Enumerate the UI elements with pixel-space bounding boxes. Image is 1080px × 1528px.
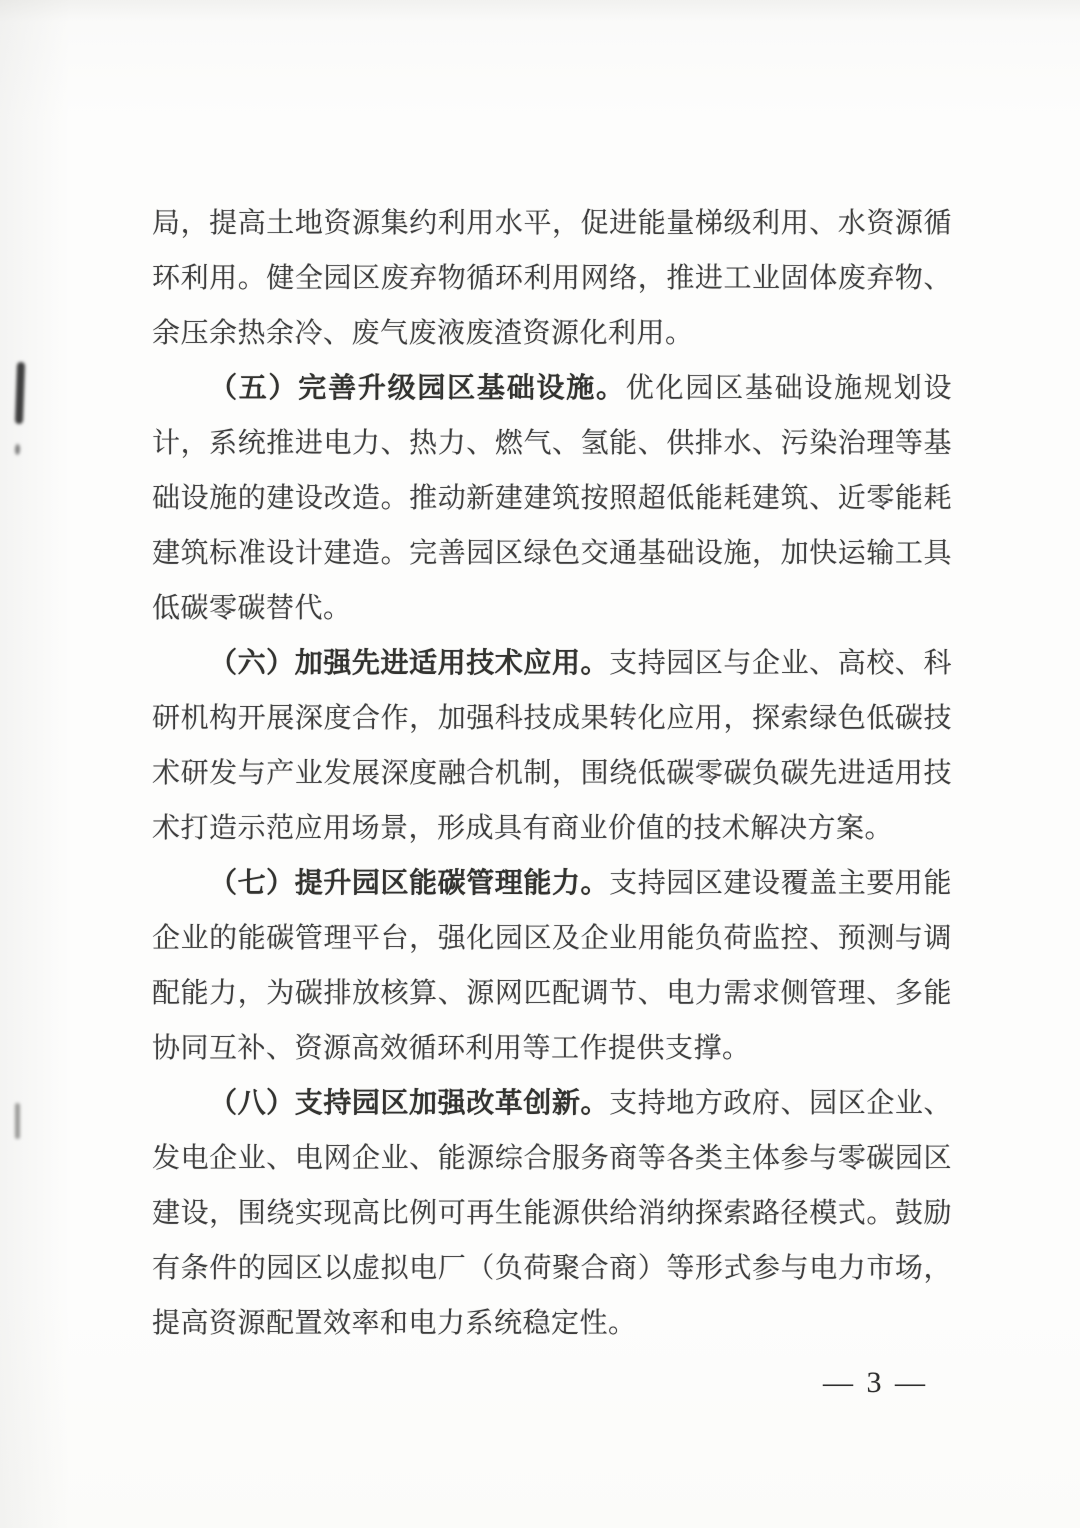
paragraph-text: 优化园区基础设施规划设计，系统推进电力、热力、燃气、氢能、供排水、污染治理等基础设施的建设改造。推动新建建筑按照超低能耗建筑、近零能耗建筑标准设计建造。完善园区绿色交通基础设施，加快运输工具低碳零碳替代。 xyxy=(152,373,952,624)
scan-artifact-top xyxy=(15,362,25,424)
paragraph xyxy=(152,361,952,636)
paragraph-text: 支持园区建设覆盖主要用能企业的能碳管理平台，强化园区及企业用能负荷监控、预测与调配能力，为碳排放核算、源网匹配调节、电力需求侧管理、多能协同互补、资源高效循环利用等工作提供支撑。 xyxy=(152,868,952,1064)
page-number: — 3 — xyxy=(823,1366,928,1399)
paragraph-text: 支持地方政府、园区企业、发电企业、电网企业、能源综合服务商等各类主体参与零碳园区建设，围绕实现高比例可再生能源供给消纳探索路径模式。鼓励有条件的园区以虚拟电厂（负荷聚合商）等形式参与电力市场，提高资源配置效率和电力系统稳定性。 xyxy=(152,1088,952,1339)
section-heading: （八）支持园区加强改革创新。 xyxy=(209,1088,610,1119)
paragraph xyxy=(152,1076,952,1351)
paragraph xyxy=(152,856,952,1076)
document-body-text xyxy=(152,196,952,1351)
paragraph xyxy=(152,636,952,856)
section-heading: （五）完善升级园区基础设施。 xyxy=(209,373,626,404)
scan-artifact-bottom xyxy=(15,1103,20,1139)
paragraph xyxy=(152,196,952,361)
section-heading: （六）加强先进适用技术应用。 xyxy=(209,648,610,679)
paragraph-text: 局，提高土地资源集约利用水平，促进能量梯级利用、水资源循环利用。健全园区废弃物循环利用网络，推进工业固体废弃物、余压余热余冷、废气废液废渣资源化利用。 xyxy=(152,208,952,349)
section-heading: （七）提升园区能碳管理能力。 xyxy=(209,868,610,899)
paragraph-text: 支持园区与企业、高校、科研机构开展深度合作，加强科技成果转化应用，探索绿色低碳技术研发与产业发展深度融合机制，围绕低碳零碳负碳先进适用技术打造示范应用场景，形成具有商业价值的技术解决方案。 xyxy=(152,648,952,844)
